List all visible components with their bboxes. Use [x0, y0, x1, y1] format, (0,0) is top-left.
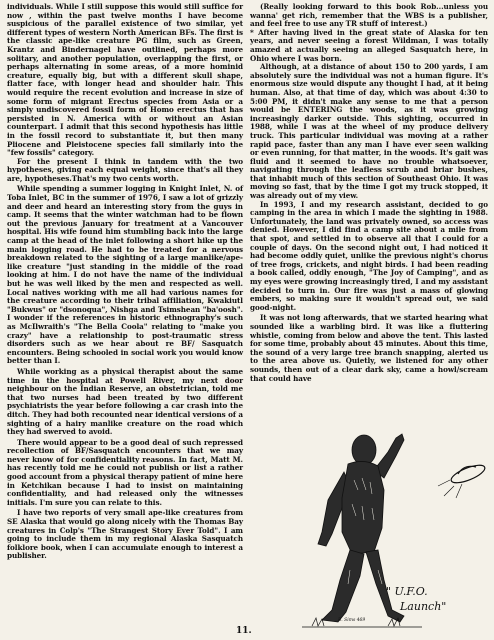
caption-line-2: Launch" — [400, 600, 447, 613]
illustration-caption — [386, 585, 486, 620]
paragraph: While working as a physical therapist about the same time in the hospital at Powell River, my next door neighbour on the Indian Reserve, an obstetrician, told me that two nurses had been treated by two different psychiatrists the year before following a car crash into the ditch. They had both recounted near identical versions of a sighting of a hairy manlike creature on the road which they had swerved to avoid. — [7, 366, 243, 437]
right-text-column — [250, 3, 488, 383]
paragraph: (Really looking forward to this book Rob...unless you wanna' get rich, remember that the WBS is a publisher, and feel free to use any TR stuff of interest.) — [250, 2, 488, 29]
paragraph: Although, at a distance of about 150 to 200 yards, I am absolutely sure the individual was not a human figure. It's enormous size would dispute any thought I had, at it being human. Also, at that time of day, which was about 4:30 to 5:00 PM, it didn't make any sense to me that a person would be ENTERING the woods, as it was growing increasingly darker outside. This sighting, occurred in 1988, while I was at the wheel of my produce delivery truck. This particular individual was moving at a rather rapid pace, faster than any man I have ever seen walking or even running, for that matter, in the woods. It's gait was fluid and it seemed to have no trouble whatsoever, navigating through the leafless scrub and briar bushes, that inhabit much of this section of Southeast Ohio. It was moving so fast, that by the time I got my truck stopped, it was already out of my view. — [250, 62, 488, 201]
paragraph: It was not long afterwards, that we started hearing what sounded like a warbling bird. It was like a fluttering whistle, coming from below and above the tent. This lasted for some time, probably about 45 minutes. About this time, the sound of a very large tree branch snapping, alerted us to the area above us. Quietly, we listened for any other sounds, then out of a clear dark sky, came a howl/scream that could have — [250, 313, 488, 383]
paragraph: There would appear to be a good deal of such repressed recollection of BF/Sasquatch encounters that we may never know of for confidentiality reasons. In fact, Matt M. has recently told me he could not publish or list a rather good account from a physical therapy patient of mine here in Ketchikan because I had to insist on maintaining confidentiality, and had released only the witnesses initials. I'm sure you can relate to this. — [7, 437, 243, 507]
caption-line-1: " U.F.O. — [386, 585, 428, 598]
page-number: 11. — [236, 626, 252, 636]
paragraph: individuals. While I still suppose this would still suffice for now , within the past twelve months I have become suspicious of the parallel existence of two similar, yet different types of western North American BFs. The first is the classic ape-like creature PG film, such as Green, Krantz and Bindernagel have outlined, perhaps more solitary, and another population, overlapping the first, or perhaps alternating in some areas, of a more hominid creature, equally big, but with a different skull shape, flatter face, with longer head and shoulder hair. This would require the recent evolution and increase in size of some form of migrant Erectus species from Asia or a simply undiscovered fossil form of Homo erectus that has persisted in N. America with or without an Asian counterpart. I admit that this second hypothesis has little in the fossil record to substantiate it, but then many Pliocene and Pleistocene species fall similarly into the "few fossils" category. — [7, 2, 243, 158]
paragraph: For the present I think in tandem with the two hypotheses, giving each equal weight, since that's all they are, hypotheses.That's my two cents worth. — [7, 156, 243, 183]
paragraph: I have two reports of very small ape-like creatures from SE Alaska that would go along nicely with the Thomas Bay creatures in Colp's "The Strangest Story Ever Told". I am going to include them in my regional Alaska Sasquatch folklore book, when I can accumulate enough to interest a publisher. — [7, 508, 243, 561]
ufo-drawing — [438, 462, 487, 498]
paragraph: * After having lived in the great state of Alaska for ten years, and never seeing a forest Wildman, I was totally amazed at actually seeing an alleged Sasquatch here, in Ohio where I was born. — [250, 27, 488, 63]
paragraph: While spending a summer logging in Knight Inlet, N. of Toba Inlet, BC in the summer of 1976, I saw a lot of grizzly and deer and heard an interesting story from the guys in camp. It seems that the winter watchman had to be flown out the previous January for treatment at a Vancouver hospital. His wife found him stumbling back into the large camp at the head of the inlet following a short hike up the main logging road. He had to be treated for a nervous breakdown related to the sighting of a large manlike/ape-like creature "just standing in the middle of the road looking at him. I do not have the name of the individual but he was well liked by the men and respected as well. Local natives working with me all had various names for the creature according to their tribal affiliation, Kwakiutl "Bukwus" or "dsonoqua", Nishga and Tsimshean "ba'oosh". I wonder if the references in historic ethnography's such as McIlwraith's "The Bella Coola" relating to "make you crazy" have a relationship to post-traumatic stress disorders such as we hear about re BF/ Sasquatch encounters. Being schooled in social work you would know better than I. — [7, 184, 243, 366]
left-text-column — [7, 3, 243, 561]
artist-signature: B. Sims 469 — [338, 618, 366, 623]
paragraph: In 1993, I and my research assistant, decided to go camping in the area in which I made the sighting in 1988. Unfortunately, the land was privately owned, so access was denied. However, I did find a camp site about a mile from that spot, and settled in to observe all that I could for a couple of days. On the second night out, I had noticed it had become oddly quiet, unlike the previous night's chorus of tree frogs, crickets, and night birds. I had been reading a book called, oddly enough, "The Joy of Camping", and as my eyes were growing increasingly tired, I and my assistant decided to turn in. Our fire was just a mass of glowing embers, so making sure it wouldn't spread out, we said good-night. — [250, 199, 488, 312]
